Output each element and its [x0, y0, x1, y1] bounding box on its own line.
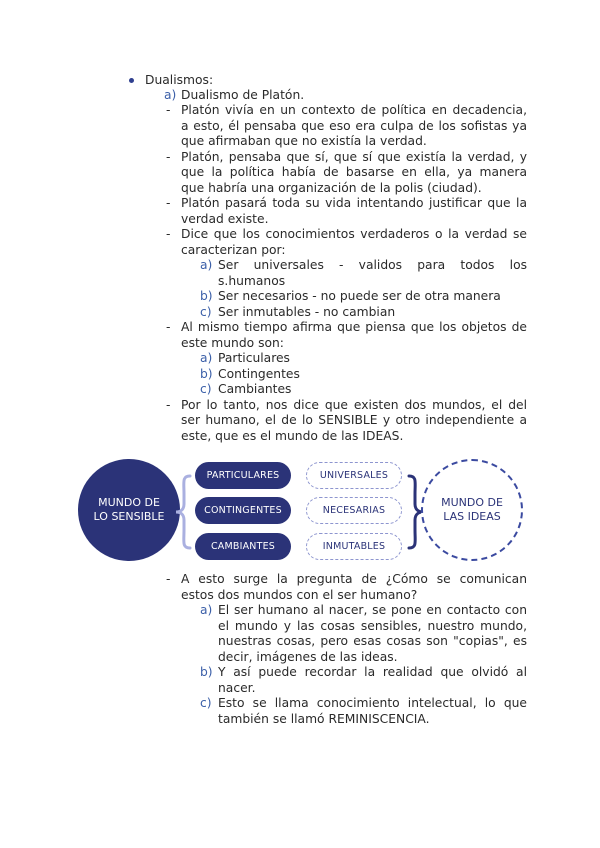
paragraph-line: que habría una organización de la polis (ciudad). — [181, 181, 482, 195]
circle-label-line: LAS IDEAS — [443, 510, 501, 523]
dash-marker: - — [166, 103, 171, 117]
list-item-line: Contingentes — [218, 367, 300, 381]
list-item-line: Esto se llama conocimiento intelectual, lo que — [218, 696, 527, 710]
list-item-line: nuestras cosas, pero esas cosas son "copias", es — [218, 634, 527, 648]
list-item-line: nacer. — [218, 681, 256, 695]
list-item-line: decir, imágenes de las ideas. — [218, 650, 398, 664]
circle-label-line: MUNDO DE — [98, 496, 160, 509]
list-marker: a) — [200, 351, 213, 365]
list-marker: a) — [200, 603, 213, 617]
paragraph-line: verdad existe. — [181, 212, 269, 226]
paragraph-line: Dice que los conocimientos verdaderos o la verdad se — [181, 227, 527, 241]
list-marker: b) — [200, 665, 213, 679]
dash-marker: - — [166, 320, 171, 334]
list-item-line: Ser inmutables - no cambian — [218, 305, 396, 319]
list-item-line: Particulares — [218, 351, 290, 365]
list-item-line: Y así puede recordar la realidad que olvidó al — [218, 665, 527, 679]
list-marker: c) — [200, 382, 212, 396]
list-marker: b) — [200, 289, 213, 303]
paragraph-line: ser humano, el de lo SENSIBLE y otro independiente a — [181, 413, 527, 427]
pill-inmutables: INMUTABLES — [306, 533, 402, 560]
list-marker: c) — [200, 696, 212, 710]
paragraph-line: Por lo tanto, nos dice que existen dos mundos, el del — [181, 398, 527, 412]
paragraph-line: que afirmaban que no existía la verdad. — [181, 134, 427, 148]
dash-marker: - — [166, 196, 171, 210]
pill-cambiantes: CAMBIANTES — [195, 533, 291, 560]
paragraph-line: a esto, él pensaba que eso era culpa de los sofistas ya — [181, 119, 527, 133]
list-marker: b) — [200, 367, 213, 381]
circle-label-line: LO SENSIBLE — [93, 510, 165, 523]
left-brace — [174, 474, 194, 550]
dash-marker: - — [166, 572, 171, 586]
list-item-line: el mundo y las cosas sensibles, nuestro mundo, — [218, 619, 527, 633]
paragraph-line: estos dos mundos con el ser humano? — [181, 588, 418, 602]
mundo-sensible-circle — [78, 459, 180, 561]
paragraph-line: caracterizan por: — [181, 243, 286, 257]
paragraph-line: este mundo son: — [181, 336, 284, 350]
dash-marker: - — [166, 398, 171, 412]
paragraph-line: A esto surge la pregunta de ¿Cómo se comunican — [181, 572, 527, 586]
list-item-line: Ser necesarios - no puede ser de otra manera — [218, 289, 501, 303]
dash-marker: - — [166, 150, 171, 164]
section-marker: a) — [164, 88, 177, 102]
dash-marker: - — [166, 227, 171, 241]
paragraph-line: Platón vivía en un contexto de política en decadencia, — [181, 103, 527, 117]
pill-contingentes: CONTINGENTES — [195, 497, 291, 524]
pill-necesarias: NECESARIAS — [306, 497, 402, 524]
section-title: Dualismo de Platón. — [181, 88, 305, 102]
circle-label-line: MUNDO DE — [441, 496, 503, 509]
list-item-line: también se llamó REMINISCENCIA. — [218, 712, 430, 726]
paragraph-line: este, que es el mundo de las IDEAS. — [181, 429, 404, 443]
heading: Dualismos: — [145, 73, 214, 87]
list-marker: c) — [200, 305, 212, 319]
list-item-line: Ser universales - validos para todos los — [218, 258, 527, 272]
pill-particulares: PARTICULARES — [195, 462, 291, 489]
list-item-line: Cambiantes — [218, 382, 292, 396]
paragraph-line: Al mismo tiempo afirma que piensa que los objetos de — [181, 320, 527, 334]
list-item-line: s.humanos — [218, 274, 286, 288]
list-marker: a) — [200, 258, 213, 272]
list-item-line: El ser humano al nacer, se pone en contacto con — [218, 603, 527, 617]
paragraph-line: Platón pasará toda su vida intentando justificar que la — [181, 196, 527, 210]
paragraph-line: que la política había de basarse en ella, ya manera — [181, 165, 527, 179]
bullet-dot — [129, 78, 134, 83]
paragraph-line: Platón, pensaba que sí, que sí que existía la verdad, y — [181, 150, 527, 164]
mundo-ideas-circle — [421, 459, 523, 561]
pill-universales: UNIVERSALES — [306, 462, 402, 489]
